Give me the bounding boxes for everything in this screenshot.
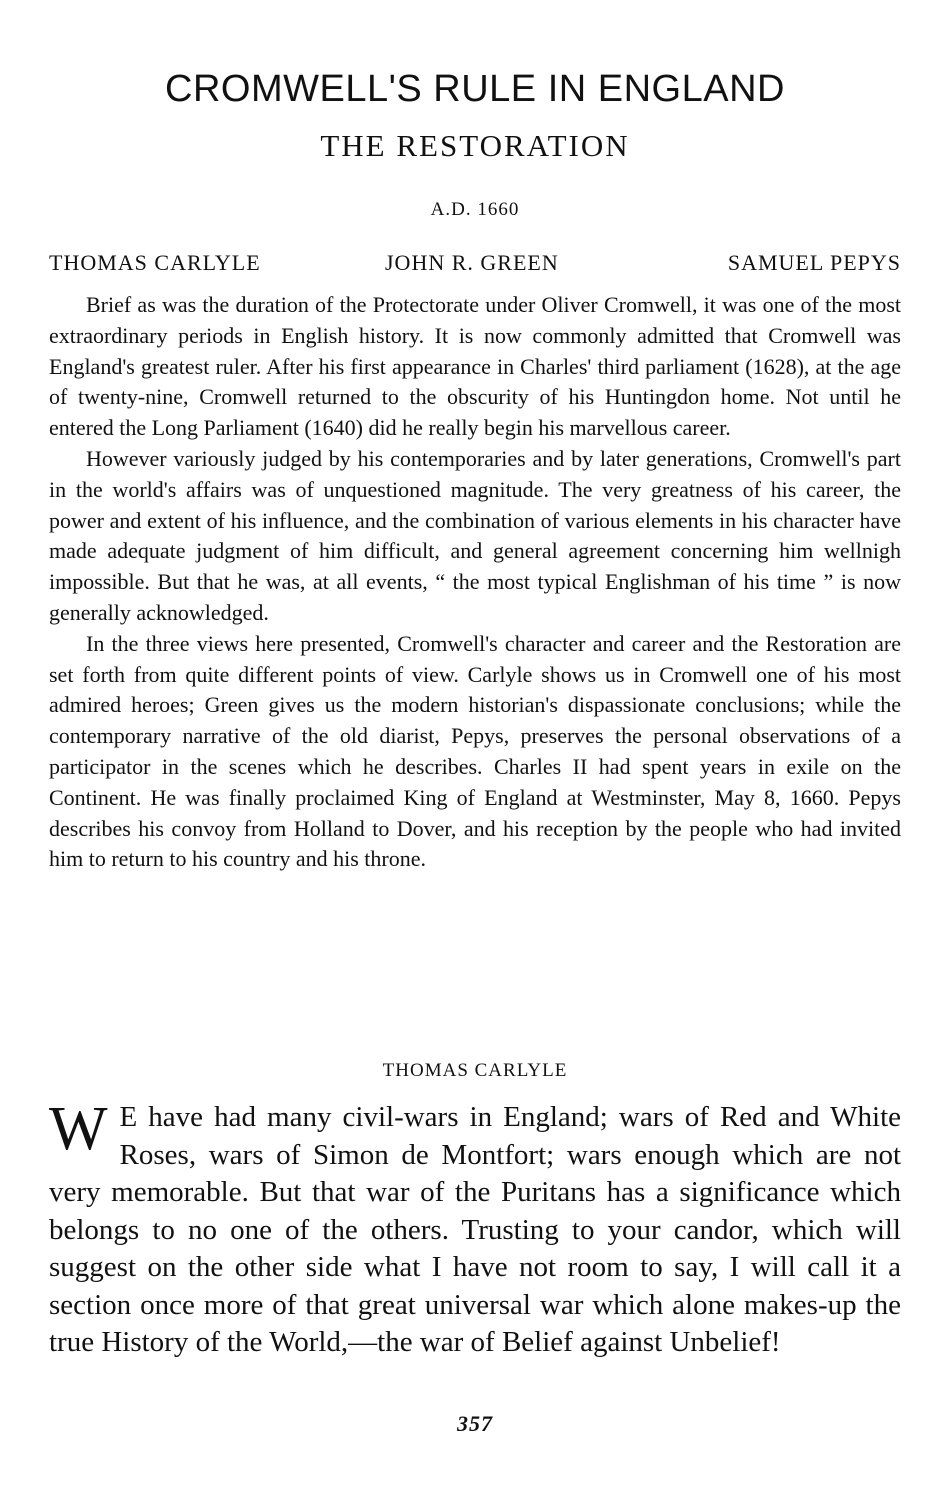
intro-paragraph: However variously judged by his contemporaries and by later generations, Cromwell's part in the world's affairs was of unquestioned magnitude. The very greatness of his career, the power and extent of his influence, and the combination of various elements in his character have made adequate judgment of him difficult, and general agreement concerning him wellnigh impossible. But that he was, at all events, “ the most typical Englishman of his time ” is now generally acknowledged. [49, 445, 901, 625]
section-heading: THOMAS CARLYLE [382, 1060, 568, 1081]
introduction [49, 290, 901, 875]
author-name: THOMAS CARLYLE [49, 250, 261, 275]
chapter-title: CROMWELL'S RULE IN ENGLAND [165, 68, 785, 110]
body-paragraph [49, 1095, 901, 1362]
body-paragraph-text: E have had many civil-wars in England; wars of Red and White Roses, wars of Simon de Montfort; wars enough which are not very memorable. But that war of the Puritans has a significance which belongs to no one of the others. Trusting to your candor, which will suggest on the other side what I have not room to say, I will call it a section once more of that great universal war which alone makes-up the true History of the World,—the war of Belief against Unbelief! [49, 1101, 901, 1358]
author-name: JOHN R. GREEN [385, 250, 559, 275]
intro-paragraph: Brief as was the duration of the Protectorate under Oliver Cromwell, it was one of the most extraordinary periods in English history. It is now commonly admitted that Cromwell was England's greatest ruler. After his first appearance in Charles' third parliament (1628), at the age of twenty-nine, Cromwell returned to the obscurity of his Huntingdon home. Not until he entered the Long Parliament (1640) did he really begin his marvellous career. [49, 292, 901, 441]
drop-cap: W [49, 1095, 108, 1163]
section-body [49, 1095, 901, 1362]
author-name: SAMUEL PEPYS [727, 250, 901, 275]
intro-paragraph: In the three views here presented, Cromwell's character and career and the Restoration are set forth from quite different points of view. Carlyle shows us in Cromwell one of his most admired heroes; Green gives us the modern historian's dispassionate conclusions; while the contemporary narrative of the old diarist, Pepys, preserves the personal observations of a participator in the scenes which he describes. Charles II had spent years in exile on the Continent. He was finally proclaimed King of England at Westminster, May 8, 1660. Pepys describes his convoy from Holland to Dover, and his reception by the people who had invited him to return to his country and his throne. [49, 630, 901, 872]
page-number: 357 [457, 1411, 493, 1436]
chapter-subtitle: THE RESTORATION [320, 128, 630, 163]
chapter-date: A.D. 1660 [430, 199, 520, 220]
